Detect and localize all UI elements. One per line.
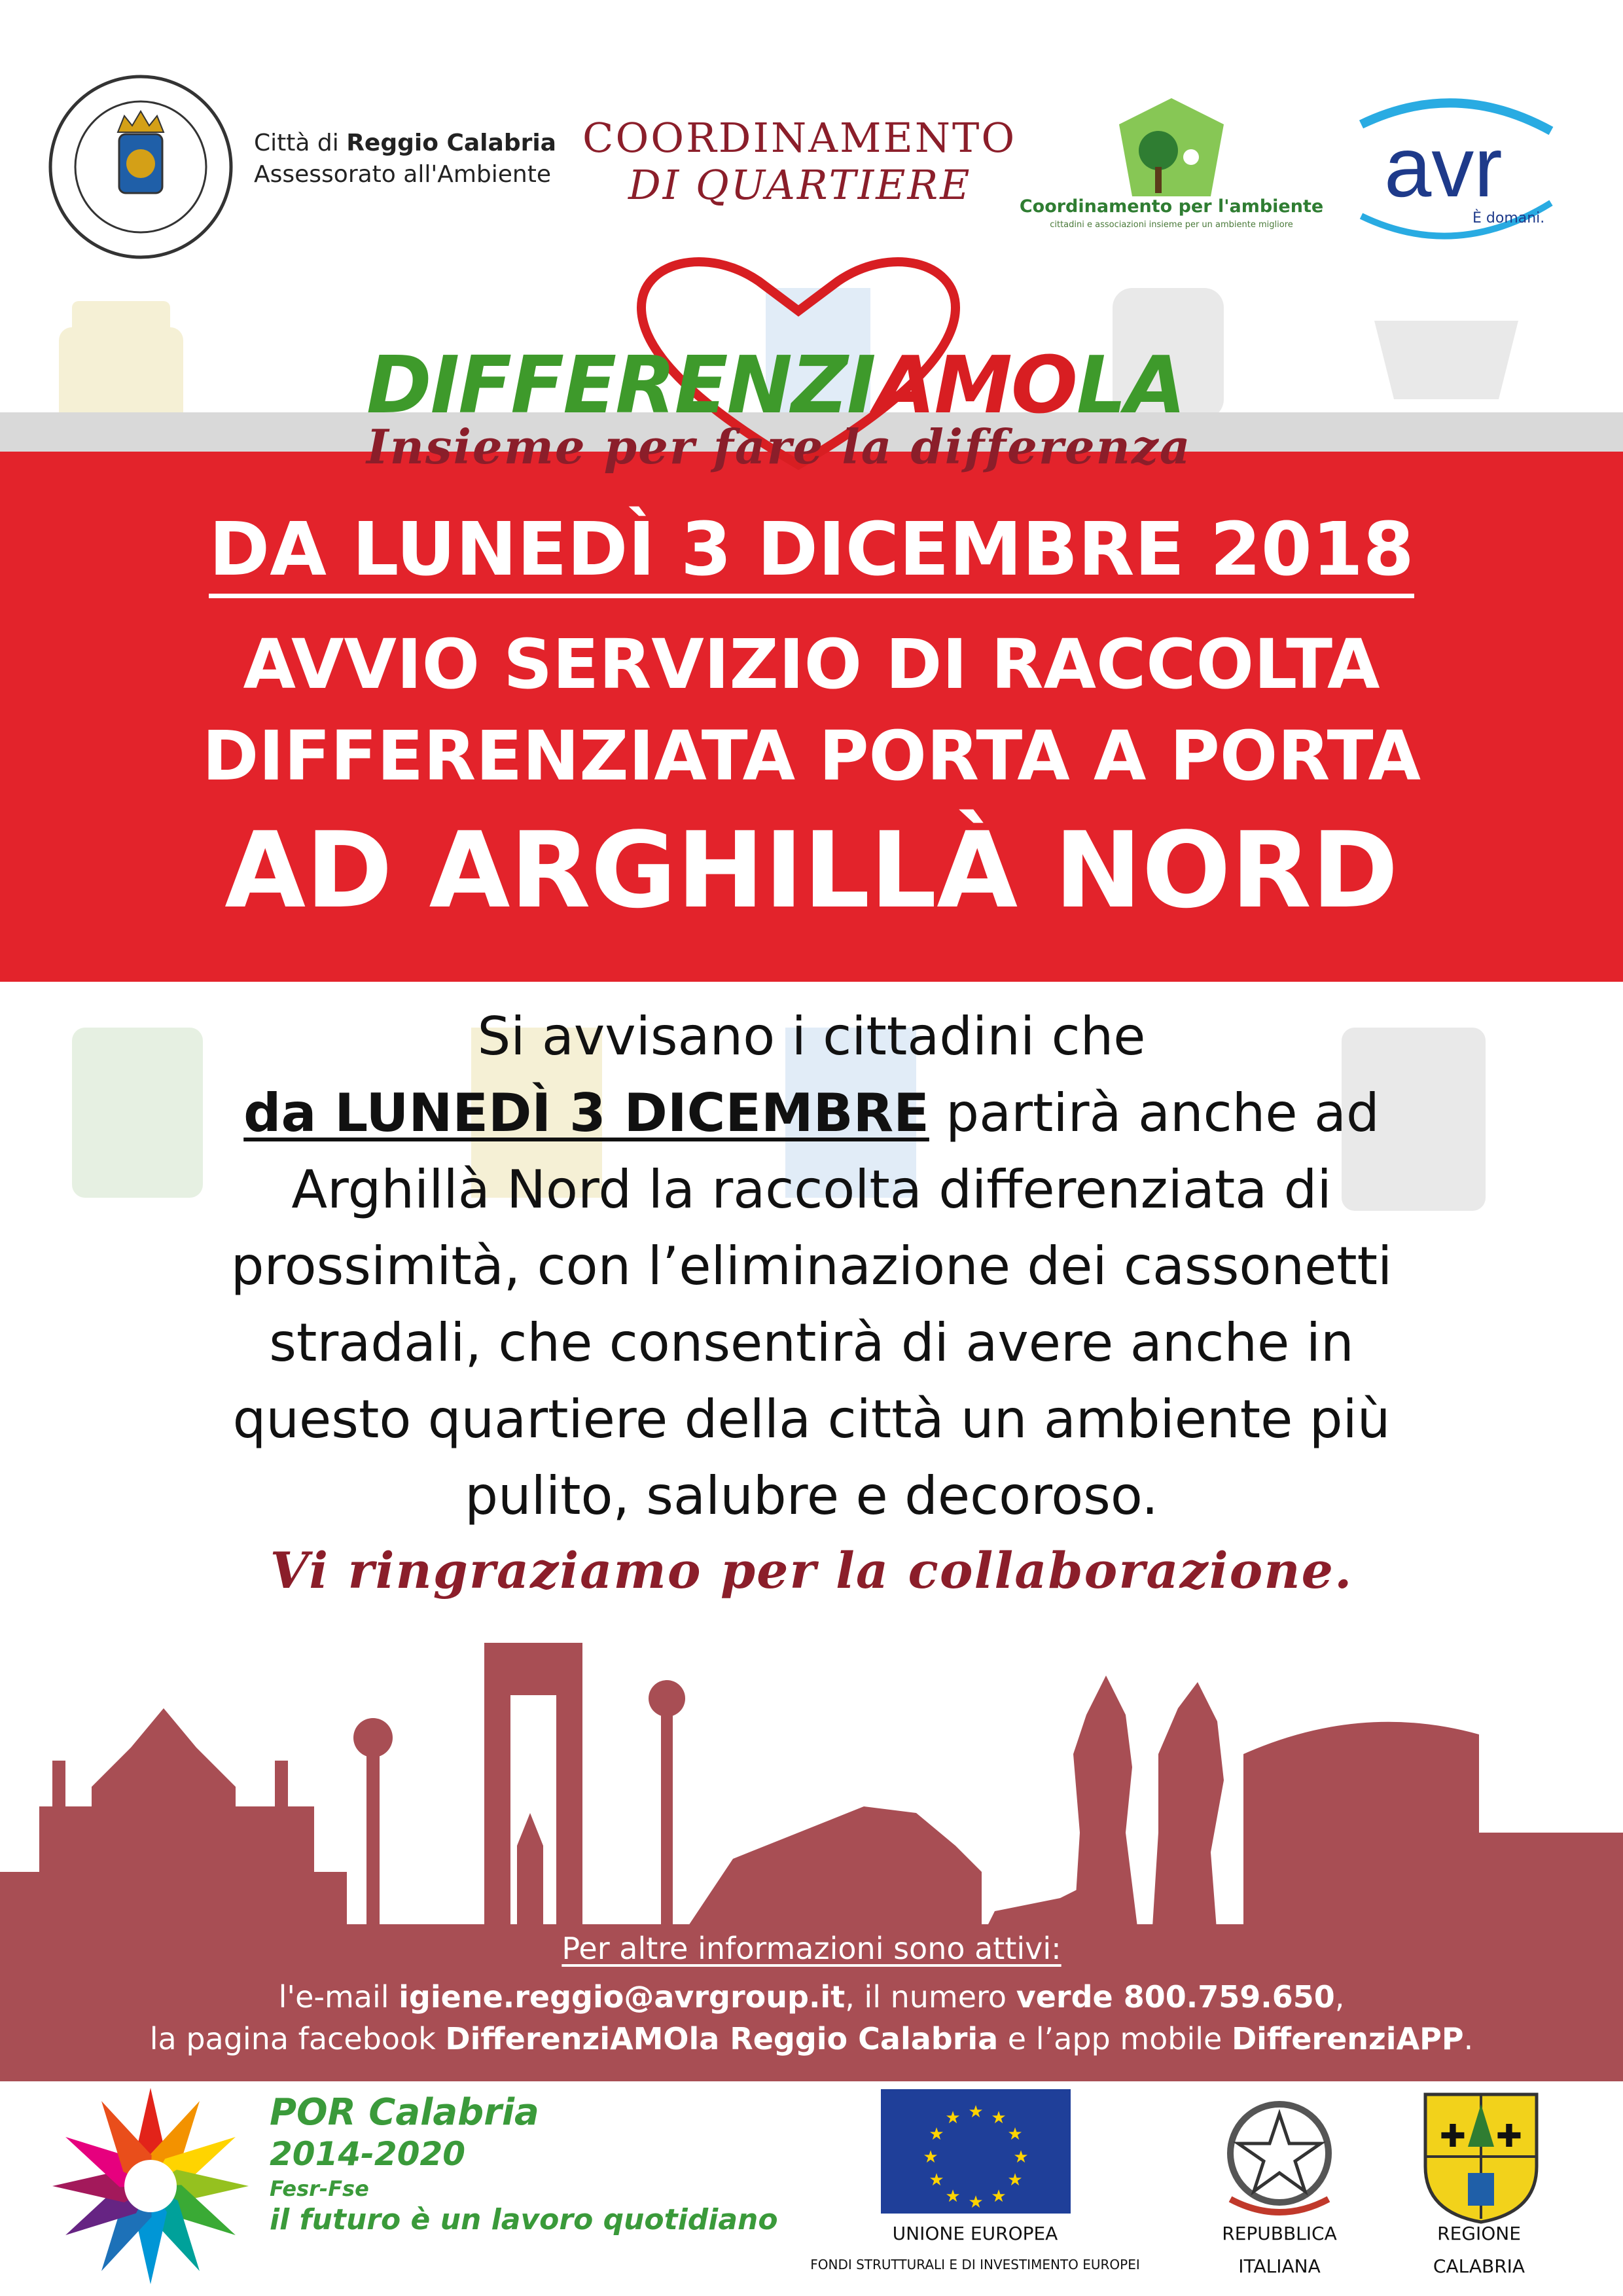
svg-text:★: ★ [929, 2125, 944, 2144]
avr-wordmark: avr [1384, 119, 1503, 215]
avr-logo [1348, 85, 1564, 249]
toll-free-number[interactable]: verde 800.759.650 [1016, 1979, 1335, 2015]
svg-text:★: ★ [991, 2187, 1007, 2206]
republic-label-line2: ITALIANA [1238, 2255, 1321, 2277]
brand-tagline: Insieme per fare la differenza [366, 419, 1192, 475]
svg-text:★: ★ [1007, 2125, 1023, 2144]
coordinamento-ambiente-sublabel: cittadini e associazioni insieme per un ambiente migliore [1050, 220, 1293, 230]
svg-text:★: ★ [929, 2170, 944, 2190]
por-calabria-star-icon [46, 2081, 255, 2291]
calabria-label-line2: CALABRIA [1433, 2255, 1525, 2277]
headline-location: AD ARGHILLÀ NORD [224, 809, 1399, 931]
info-title: Per altre informazioni sono attivi: [562, 1931, 1061, 1966]
app-name[interactable]: DifferenziAPP [1231, 2021, 1464, 2056]
notice-body: Si avvisano i cittadini che da LUNEDÌ 3 DICEMBRE partirà anche ad Arghillà Nord la raccolta differenziata di prossimità, con l’eliminazione dei cassonetti stradali, che consentirà di avere anche in questo quartiere della città un ambiente più pulito, salubre e decoroso. [230, 1006, 1393, 1526]
notice-date-highlight: da LUNEDÌ 3 DICEMBRE [243, 1083, 929, 1143]
svg-text:★: ★ [945, 2187, 961, 2206]
svg-text:✚: ✚ [1439, 2118, 1467, 2155]
svg-text:★: ★ [991, 2108, 1007, 2128]
coordinamento-ambiente-label: Coordinamento per l'ambiente [1019, 196, 1324, 217]
calabria-label-line1: REGIONE [1437, 2223, 1521, 2244]
svg-text:★: ★ [923, 2147, 938, 2167]
por-motto: il futuro è un lavoro quotidiano [270, 2203, 778, 2236]
svg-text:★: ★ [968, 2193, 984, 2212]
por-funds: Fesr-Fse [270, 2176, 369, 2201]
email-link[interactable]: igiene.reggio@avrgroup.it [399, 1979, 846, 2015]
reggio-calabria-seal-icon [46, 72, 236, 262]
differenziamola-logo: DIFFERENZIAMOLA [366, 340, 1185, 431]
eu-flag-icon [881, 2089, 1071, 2214]
headline-service: AVVIO SERVIZIO DI RACCOLTA DIFFERENZIATA PORTA A PORTA [202, 624, 1421, 796]
por-title: POR Calabria [270, 2091, 539, 2134]
svg-text:★: ★ [1013, 2147, 1029, 2167]
svg-text:★: ★ [945, 2108, 961, 2128]
facebook-page-link[interactable]: DifferenziAMOla Reggio Calabria [445, 2021, 999, 2056]
coordinamento-di-quartiere-logo: COORDINAMENTO DI QUARTIERE [582, 114, 1017, 209]
por-years: 2014-2020 [270, 2135, 466, 2173]
eu-sublabel: FONDI STRUTTURALI E DI INVESTIMENTO EUROPEI [810, 2257, 1140, 2272]
italian-republic-emblem-icon [1211, 2088, 1348, 2225]
svg-text:★: ★ [968, 2102, 984, 2122]
thanks-message: Vi ringraziamo per la collaborazione. [270, 1541, 1353, 1600]
svg-text:✚: ✚ [1495, 2118, 1523, 2155]
city-of-reggio-calabria-text: Città di Reggio Calabria Assessorato all'Ambiente [254, 130, 556, 188]
avr-tagline: È domani. [1472, 210, 1545, 226]
republic-label-line1: REPUBBLICA [1222, 2223, 1337, 2244]
city-skyline-silhouette [0, 1636, 1623, 1937]
info-line-contacts: l'e-mail igiene.reggio@avrgroup.it, il numero verde 800.759.650, [278, 1979, 1345, 2015]
calabria-region-shield-icon [1419, 2088, 1543, 2225]
headline-date: DA LUNEDÌ 3 DICEMBRE 2018 [0, 507, 1623, 592]
svg-text:★: ★ [1007, 2170, 1023, 2190]
eu-label: UNIONE EUROPEA [892, 2223, 1058, 2244]
info-line-social: la pagina facebook DifferenziAMOla Reggio Calabria e l’app mobile DifferenziAPP. [149, 2021, 1474, 2056]
